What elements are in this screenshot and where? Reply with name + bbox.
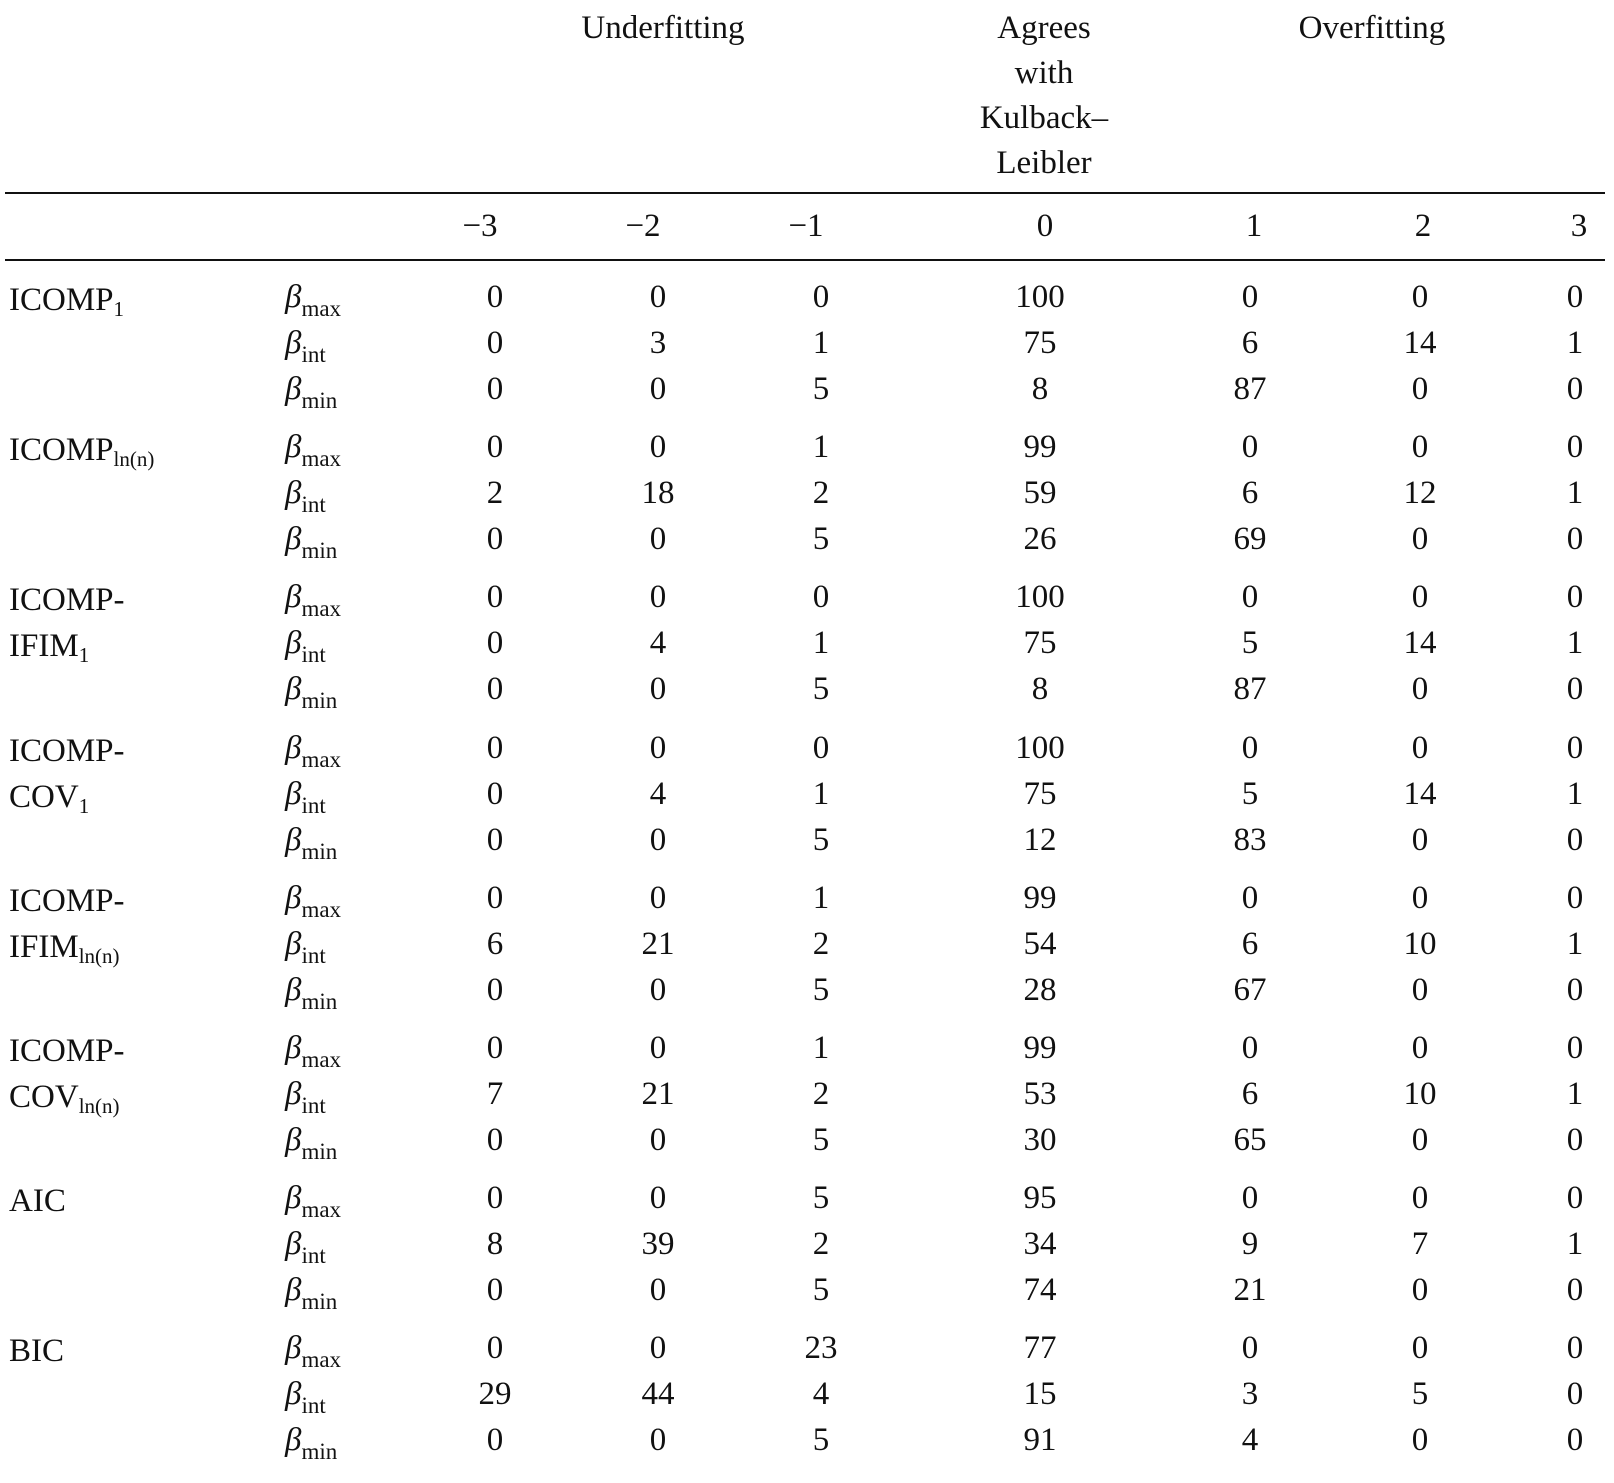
beta-symbol: β: [285, 579, 302, 615]
table-cell: 0: [486, 1180, 504, 1216]
table-cell: 0: [1241, 1030, 1259, 1066]
table-cell: 1: [812, 429, 830, 465]
beta-subscript: min: [301, 1439, 338, 1464]
header-agrees-line2: with: [1014, 55, 1074, 91]
table-cell: 87: [1233, 671, 1267, 707]
table-cell: 75: [1023, 625, 1057, 661]
beta-label: [285, 1122, 338, 1164]
header-agrees-line3: Kulback–: [979, 100, 1109, 136]
criterion-name-main: ICOMP-: [9, 733, 125, 769]
table-cell: 5: [1411, 1376, 1429, 1412]
table-cell: 0: [486, 776, 504, 812]
table-cell: 2: [812, 926, 830, 962]
criterion-name-main: ICOMP: [9, 282, 114, 318]
table-cell: 0: [1566, 1330, 1584, 1366]
table-cell: 0: [1241, 429, 1259, 465]
table-cell: 0: [1411, 429, 1429, 465]
beta-symbol: β: [285, 1122, 302, 1158]
table-cell: 1: [1566, 776, 1584, 812]
table-cell: 15: [1023, 1376, 1057, 1412]
table-cell: 5: [812, 822, 830, 858]
table-cell: 0: [486, 625, 504, 661]
table-cell: 21: [641, 926, 675, 962]
table-cell: 14: [1403, 625, 1437, 661]
beta-subscript: max: [301, 747, 342, 772]
table-cell: 1: [1566, 1076, 1584, 1112]
table-cell: 0: [1566, 1030, 1584, 1066]
table-cell: 5: [1241, 625, 1259, 661]
table-cell: 5: [812, 521, 830, 557]
beta-label: [285, 822, 338, 864]
criterion-name-subscript: ln(n): [113, 447, 155, 471]
table-cell: 26: [1023, 521, 1057, 557]
table-cell: 1: [1566, 625, 1584, 661]
criterion-name-line2-main: IFIM: [9, 929, 79, 965]
table-cell: 0: [649, 822, 667, 858]
beta-symbol: β: [285, 429, 302, 465]
beta-symbol: β: [285, 521, 302, 557]
table-cell: 3: [649, 325, 667, 361]
table-cell: 8: [1031, 371, 1049, 407]
beta-symbol: β: [285, 776, 302, 812]
table-cell: 14: [1403, 325, 1437, 361]
beta-label: [285, 730, 342, 772]
table-cell: 87: [1233, 371, 1267, 407]
criterion-name-line2-main: IFIM: [9, 628, 79, 664]
table-cell: 14: [1403, 776, 1437, 812]
col-header-1: 1: [1245, 208, 1263, 244]
criterion-name-main: ICOMP-: [9, 1033, 125, 1069]
table-cell: 83: [1233, 822, 1267, 858]
table-cell: 0: [486, 1122, 504, 1158]
table-cell: 1: [812, 625, 830, 661]
beta-symbol: β: [285, 880, 302, 916]
criterion-name-line2-subscript: ln(n): [78, 1094, 120, 1118]
beta-label: [285, 521, 338, 563]
criterion-name-line2-subscript: 1: [78, 643, 90, 667]
table-cell: 75: [1023, 776, 1057, 812]
table-cell: 0: [649, 1180, 667, 1216]
table-cell: 8: [1031, 671, 1049, 707]
header-underfitting: Underfitting: [581, 10, 745, 46]
table-cell: 0: [1411, 972, 1429, 1008]
table-cell: 0: [486, 880, 504, 916]
criterion-name-line2-subscript: ln(n): [78, 944, 120, 968]
criterion-name-line2: [9, 1074, 120, 1120]
beta-subscript: int: [301, 943, 326, 968]
table-cell: 0: [1411, 279, 1429, 315]
table-cell: 0: [812, 730, 830, 766]
table-cell: 29: [478, 1376, 512, 1412]
beta-subscript: min: [301, 1139, 338, 1164]
header-agrees-kl: [934, 6, 1154, 186]
table-cell: 5: [812, 1180, 830, 1216]
beta-symbol: β: [285, 279, 302, 315]
table-cell: 59: [1023, 475, 1057, 511]
table-cell: 0: [649, 521, 667, 557]
table-cell: 0: [649, 671, 667, 707]
beta-label: [285, 475, 326, 517]
beta-label: [285, 880, 342, 922]
beta-symbol: β: [285, 1422, 302, 1458]
beta-label: [285, 1226, 326, 1268]
table-cell: 0: [486, 1422, 504, 1458]
table-cell: 10: [1403, 1076, 1437, 1112]
table-cell: 100: [1015, 730, 1065, 766]
table-cell: 0: [649, 1330, 667, 1366]
table-cell: 44: [641, 1376, 675, 1412]
table-cell: 0: [486, 730, 504, 766]
criterion-name-main: ICOMP-: [9, 883, 125, 919]
table-cell: 0: [649, 371, 667, 407]
table-cell: 0: [649, 1422, 667, 1458]
criterion-name: [9, 577, 125, 623]
beta-label: [285, 1180, 342, 1222]
table-cell: 0: [649, 279, 667, 315]
beta-subscript: max: [301, 1347, 342, 1372]
beta-symbol: β: [285, 1180, 302, 1216]
table-cell: 0: [486, 1030, 504, 1066]
header-overfitting: Overfitting: [1298, 10, 1446, 46]
beta-symbol: β: [285, 371, 302, 407]
table-cell: 0: [1411, 880, 1429, 916]
table-cell: 100: [1015, 579, 1065, 615]
col-header-m3: −3: [462, 208, 498, 244]
table-cell: 2: [812, 1226, 830, 1262]
table-cell: 4: [649, 625, 667, 661]
beta-subscript: int: [301, 492, 326, 517]
table-cell: 1: [1566, 325, 1584, 361]
table-cell: 0: [486, 371, 504, 407]
table-cell: 1: [812, 776, 830, 812]
table-cell: 0: [486, 579, 504, 615]
col-header-m1: −1: [788, 208, 824, 244]
table-cell: 5: [812, 371, 830, 407]
criterion-name-main: ICOMP: [9, 432, 114, 468]
beta-label: [285, 1030, 342, 1072]
table-cell: 53: [1023, 1076, 1057, 1112]
col-header-3: 3: [1570, 208, 1588, 244]
beta-subscript: max: [301, 446, 342, 471]
table-cell: 30: [1023, 1122, 1057, 1158]
table-cell: 8: [486, 1226, 504, 1262]
criterion-name: [9, 878, 125, 924]
table-cell: 21: [1233, 1272, 1267, 1308]
table-cell: 10: [1403, 926, 1437, 962]
beta-label: [285, 1076, 326, 1118]
table-cell: 1: [812, 1030, 830, 1066]
table-cell: 21: [641, 1076, 675, 1112]
table-cell: 0: [1411, 1180, 1429, 1216]
table-cell: 99: [1023, 429, 1057, 465]
beta-symbol: β: [285, 625, 302, 661]
criterion-name-main: ICOMP-: [9, 582, 125, 618]
table-cell: 0: [1566, 822, 1584, 858]
table-cell: 0: [649, 579, 667, 615]
beta-label: [285, 325, 326, 367]
table-cell: 91: [1023, 1422, 1057, 1458]
table-cell: 6: [1241, 1076, 1259, 1112]
table-cell: 4: [1241, 1422, 1259, 1458]
table-cell: 0: [1411, 730, 1429, 766]
table-cell: 1: [812, 880, 830, 916]
table-cell: 0: [649, 429, 667, 465]
beta-label: [285, 926, 326, 968]
table-cell: 0: [1411, 1030, 1429, 1066]
table-cell: 0: [486, 325, 504, 361]
table-cell: 39: [641, 1226, 675, 1262]
table-cell: 100: [1015, 279, 1065, 315]
criterion-name-line2-subscript: 1: [78, 794, 90, 818]
beta-symbol: β: [285, 1226, 302, 1262]
table-cell: 3: [1241, 1376, 1259, 1412]
table-cell: 18: [641, 475, 675, 511]
table-cell: 6: [1241, 475, 1259, 511]
beta-symbol: β: [285, 1030, 302, 1066]
table-cell: 4: [812, 1376, 830, 1412]
table-cell: 0: [812, 279, 830, 315]
beta-symbol: β: [285, 926, 302, 962]
beta-symbol: β: [285, 1076, 302, 1112]
beta-subscript: int: [301, 1393, 326, 1418]
table-cell: 34: [1023, 1226, 1057, 1262]
table-cell: 0: [1241, 579, 1259, 615]
table-cell: 0: [1411, 579, 1429, 615]
beta-subscript: min: [301, 839, 338, 864]
table-cell: 0: [1241, 279, 1259, 315]
beta-label: [285, 625, 326, 667]
table-cell: 2: [486, 475, 504, 511]
beta-label: [285, 579, 342, 621]
table-cell: 0: [1411, 1330, 1429, 1366]
table-cell: 0: [649, 972, 667, 1008]
table-cell: 65: [1233, 1122, 1267, 1158]
table-cell: 6: [1241, 926, 1259, 962]
table-cell: 5: [812, 1122, 830, 1158]
table-cell: 0: [1566, 671, 1584, 707]
table-cell: 0: [1411, 822, 1429, 858]
table-cell: 5: [812, 972, 830, 1008]
header-agrees-line4: Leibler: [996, 145, 1092, 181]
beta-subscript: int: [301, 642, 326, 667]
table-cell: 0: [486, 972, 504, 1008]
beta-label: [285, 279, 342, 321]
criterion-name-line2: [9, 774, 89, 820]
table-cell: 0: [486, 429, 504, 465]
criterion-name: [9, 427, 154, 473]
criterion-name-main: BIC: [9, 1333, 65, 1369]
table-cell: 75: [1023, 325, 1057, 361]
table-cell: 0: [1566, 579, 1584, 615]
table-cell: 0: [1566, 1180, 1584, 1216]
table-cell: 0: [1566, 1122, 1584, 1158]
beta-subscript: min: [301, 538, 338, 563]
table-cell: 7: [486, 1076, 504, 1112]
beta-subscript: max: [301, 296, 342, 321]
beta-label: [285, 776, 326, 818]
table-cell: 77: [1023, 1330, 1057, 1366]
beta-symbol: β: [285, 671, 302, 707]
criterion-name-subscript: 1: [113, 297, 125, 321]
beta-symbol: β: [285, 475, 302, 511]
table-cell: 1: [1566, 475, 1584, 511]
table-cell: 23: [804, 1330, 838, 1366]
criterion-name-line2: [9, 924, 120, 970]
table-cell: 67: [1233, 972, 1267, 1008]
table-cell: 1: [1566, 926, 1584, 962]
criterion-name: [9, 1028, 125, 1074]
table-cell: 0: [1566, 1376, 1584, 1412]
table-cell: 0: [1566, 1422, 1584, 1458]
beta-subscript: min: [301, 989, 338, 1014]
table-cell: 0: [1241, 1180, 1259, 1216]
table-cell: 54: [1023, 926, 1057, 962]
table-cell: 0: [812, 579, 830, 615]
table-cell: 0: [1241, 1330, 1259, 1366]
table-cell: 95: [1023, 1180, 1057, 1216]
table-cell: 0: [1411, 371, 1429, 407]
table-cell: 69: [1233, 521, 1267, 557]
header-agrees-line1: Agrees: [997, 10, 1091, 46]
table-cell: 99: [1023, 1030, 1057, 1066]
beta-symbol: β: [285, 1376, 302, 1412]
table-cell: 12: [1023, 822, 1057, 858]
criterion-name: [9, 1328, 64, 1374]
beta-subscript: min: [301, 388, 338, 413]
table-cell: 0: [486, 279, 504, 315]
beta-subscript: max: [301, 1047, 342, 1072]
table-cell: 0: [1566, 429, 1584, 465]
table-cell: 0: [1411, 1422, 1429, 1458]
col-header-2: 2: [1414, 208, 1432, 244]
table-cell: 0: [649, 1122, 667, 1158]
table-cell: 0: [1411, 671, 1429, 707]
table-cell: 1: [812, 325, 830, 361]
table-cell: 99: [1023, 880, 1057, 916]
beta-symbol: β: [285, 972, 302, 1008]
criterion-name-line2-main: COV: [9, 1079, 79, 1115]
table-cell: 0: [1566, 279, 1584, 315]
table-cell: 0: [1566, 1272, 1584, 1308]
header-rule: [5, 259, 1605, 261]
table-cell: 2: [812, 1076, 830, 1112]
table-cell: 0: [649, 1030, 667, 1066]
table-cell: 0: [649, 1272, 667, 1308]
criterion-name: [9, 728, 125, 774]
beta-label: [285, 1272, 338, 1314]
beta-symbol: β: [285, 325, 302, 361]
beta-subscript: max: [301, 596, 342, 621]
beta-symbol: β: [285, 1272, 302, 1308]
beta-subscript: min: [301, 688, 338, 713]
table-cell: 4: [649, 776, 667, 812]
beta-symbol: β: [285, 730, 302, 766]
table-cell: 9: [1241, 1226, 1259, 1262]
col-header-m2: −2: [625, 208, 661, 244]
beta-symbol: β: [285, 822, 302, 858]
table-cell: 1: [1566, 1226, 1584, 1262]
table-cell: 0: [649, 730, 667, 766]
table-cell: 7: [1411, 1226, 1429, 1262]
beta-subscript: int: [301, 1093, 326, 1118]
table-cell: 0: [1411, 521, 1429, 557]
table-cell: 6: [486, 926, 504, 962]
beta-subscript: int: [301, 1243, 326, 1268]
table-cell: 0: [1566, 880, 1584, 916]
table-cell: 12: [1403, 475, 1437, 511]
criterion-name-line2-main: COV: [9, 779, 79, 815]
beta-label: [285, 671, 338, 713]
beta-symbol: β: [285, 1330, 302, 1366]
criterion-name-line2: [9, 623, 89, 669]
beta-label: [285, 1330, 342, 1372]
table-cell: 0: [486, 1330, 504, 1366]
table-cell: 5: [1241, 776, 1259, 812]
beta-label: [285, 972, 338, 1014]
beta-label: [285, 1376, 326, 1418]
table-cell: 2: [812, 475, 830, 511]
beta-subscript: min: [301, 1289, 338, 1314]
beta-label: [285, 429, 342, 471]
table-cell: 0: [1241, 880, 1259, 916]
table-cell: 5: [812, 671, 830, 707]
table-cell: 5: [812, 1422, 830, 1458]
table-cell: 0: [1241, 730, 1259, 766]
table-cell: 6: [1241, 325, 1259, 361]
table-cell: 0: [486, 822, 504, 858]
col-header-0: 0: [1036, 208, 1054, 244]
beta-subscript: int: [301, 793, 326, 818]
criterion-name-main: AIC: [9, 1183, 66, 1219]
criterion-name: [9, 1178, 66, 1224]
table-cell: 0: [1566, 371, 1584, 407]
table-cell: 28: [1023, 972, 1057, 1008]
table-cell: 0: [1411, 1122, 1429, 1158]
table-cell: 0: [486, 1272, 504, 1308]
table-cell: 0: [1566, 730, 1584, 766]
beta-label: [285, 1422, 338, 1464]
table-cell: 0: [486, 671, 504, 707]
beta-subscript: int: [301, 342, 326, 367]
beta-label: [285, 371, 338, 413]
table-cell: 0: [486, 521, 504, 557]
table-cell: 0: [1411, 1272, 1429, 1308]
table-cell: 5: [812, 1272, 830, 1308]
table-cell: 0: [649, 880, 667, 916]
top-rule: [5, 192, 1605, 194]
criterion-name: [9, 277, 124, 323]
table-cell: 0: [1566, 521, 1584, 557]
table-cell: 74: [1023, 1272, 1057, 1308]
beta-subscript: max: [301, 1197, 342, 1222]
table-cell: 0: [1566, 972, 1584, 1008]
beta-subscript: max: [301, 897, 342, 922]
